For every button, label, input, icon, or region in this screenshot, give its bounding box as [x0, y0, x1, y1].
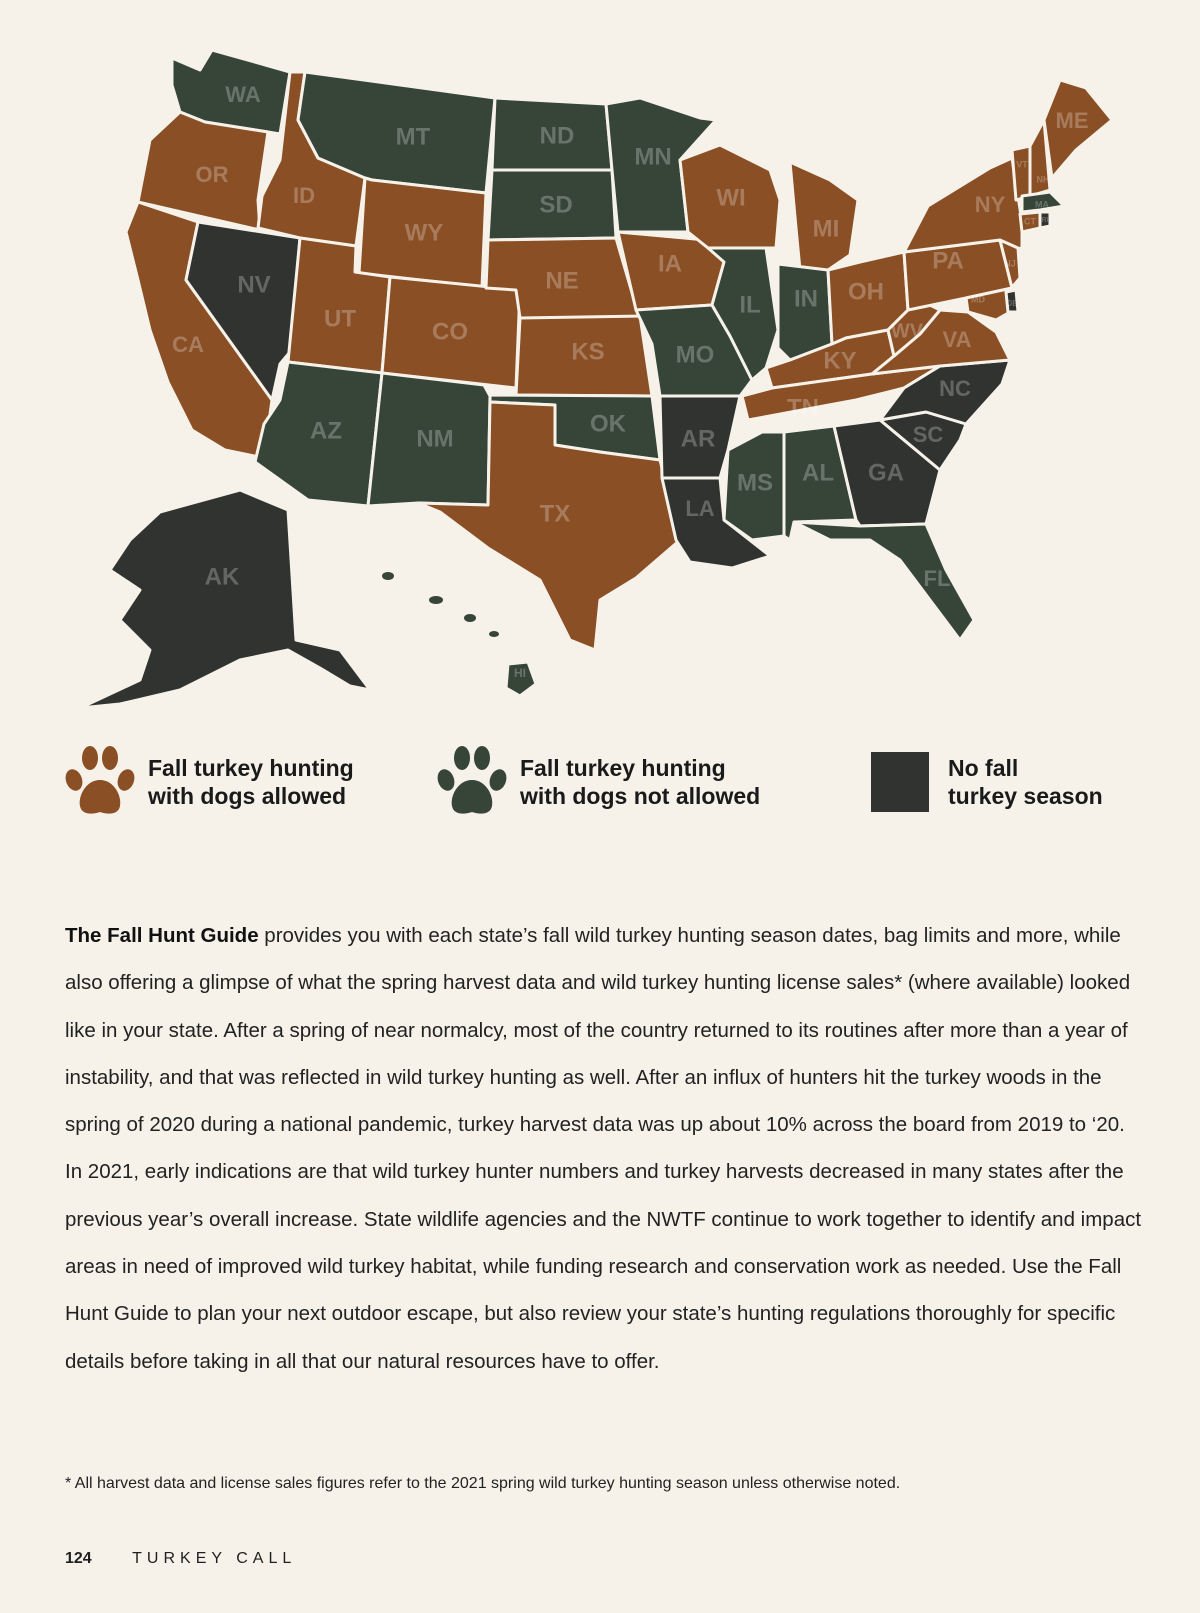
map-canvas [0, 0, 1200, 720]
island-shape [489, 631, 499, 637]
state-label-ny: NY [974, 191, 1006, 217]
state-label-ne: NE [545, 267, 579, 295]
state-label-wi: WI [716, 184, 746, 212]
state-label-va: VA [942, 326, 972, 352]
island-shape [429, 596, 443, 604]
state-label-hi: HI [514, 666, 526, 681]
legend-label: Fall turkey hunting with dogs not allowed [520, 755, 761, 809]
state-label-nd: ND [539, 122, 575, 150]
article-body [65, 912, 1145, 1385]
state-label-nm: NM [416, 425, 454, 453]
state-label-oh: OH [848, 278, 884, 306]
state-label-tn: TN [787, 394, 819, 422]
state-label-ut: UT [324, 305, 356, 333]
state-label-wy: WY [404, 219, 444, 247]
state-label-az: AZ [310, 417, 342, 445]
state-label-nj: NJ [1004, 258, 1016, 269]
state-label-ca: CA [172, 331, 204, 357]
state-label-mi: MI [812, 215, 840, 243]
state-label-il: IL [739, 291, 761, 319]
state-label-ks: KS [571, 338, 605, 366]
paw-print-shape [63, 746, 138, 814]
state-label-sc: SC [912, 421, 944, 447]
island-shape [464, 614, 476, 622]
state-label-ok: OK [590, 410, 626, 438]
legend-item-dogs-allowed [60, 742, 354, 822]
state-label-la: LA [685, 495, 715, 521]
island-shape [382, 572, 394, 580]
state-label-mn: MN [634, 143, 672, 171]
state-label-ct: CT [1024, 216, 1036, 227]
publication-name: TURKEY CALL [132, 1550, 297, 1567]
state-label-tx: TX [539, 500, 571, 528]
state-label-id: ID [293, 182, 315, 208]
legend-label: Fall turkey hunting with dogs allowed [148, 755, 354, 809]
state-label-fl: FL [923, 565, 951, 591]
state-label-nc: NC [939, 375, 971, 401]
state-label-nh: NH [1036, 174, 1050, 185]
state-label-de: DE [1006, 299, 1018, 309]
state-label-nv: NV [237, 271, 271, 299]
state-label-mo: MO [675, 341, 715, 369]
paw-print-icon [432, 742, 512, 822]
state-label-ri: RI [1041, 216, 1049, 224]
state-ak [80, 490, 370, 708]
state-label-ky: KY [823, 347, 857, 375]
state-label-md: MD [971, 294, 985, 305]
state-label-mt: MT [395, 123, 431, 151]
state-label-ia: IA [658, 250, 682, 278]
state-label-pa: PA [932, 247, 964, 275]
state-label-vt: VT [1016, 159, 1028, 170]
legend-item-no-season [860, 742, 1103, 822]
state-label-wa: WA [225, 81, 261, 107]
page-footer [65, 1550, 296, 1568]
paw-print-shape [435, 746, 510, 814]
footnote: * All harvest data and license sales figures refer to the 2021 spring wild turkey hunting season unless otherwise noted. [65, 1475, 901, 1492]
state-label-ak: AK [204, 563, 240, 591]
paw-print-icon [60, 742, 140, 822]
legend-label: No fall turkey season [948, 755, 1103, 809]
state-label-ms: MS [737, 469, 773, 497]
state-label-or: OR [195, 161, 229, 187]
state-label-co: CO [432, 318, 468, 346]
state-label-wv: WV [890, 320, 924, 343]
state-label-me: ME [1055, 107, 1089, 133]
square-swatch-icon [860, 742, 940, 822]
state-label-in: IN [794, 285, 818, 313]
article-lead: The Fall Hunt Guide [65, 924, 259, 947]
map-legend [60, 742, 1140, 832]
page-number: 124 [65, 1550, 92, 1567]
state-label-ar: AR [680, 425, 716, 453]
state-vt [1012, 146, 1030, 200]
article-text: provides you with each state’s fall wild turkey hunting season dates, bag limits and more, while also offering a glimpse of what the spring harvest data and wild turkey hunting license sales* (where available) looked like in your state. After a spring of near normalcy, most of the country returned to its routines after more than a year of instability, and that was reflected in wild turkey hunting as well. After an influx of hunters hit the turkey woods in the spring of 2020 during a national pandemic, turkey harvest data was up about 10% across the board from 2019 to ‘20. In 2021, early indications are that wild turkey hunter numbers and turkey harvests decreased in many states after the previous year’s overall increase. State wildlife agencies and the NWTF continue to work together to identify and impact areas in need of improved wild turkey habitat, while funding research and conservation work as needed. Use the Fall Hunt Guide to plan your next outdoor escape, but also review your state’s hunting regulations thoroughly for specific details before taking in all that our natural resources have to offer. [65, 924, 1142, 1373]
state-label-sd: SD [539, 191, 573, 219]
legend-item-dogs-not-allowed [432, 742, 760, 822]
us-fall-turkey-map [0, 0, 1200, 720]
state-label-al: AL [802, 459, 834, 487]
state-label-ma: MA [1035, 199, 1049, 210]
state-label-ga: GA [868, 459, 904, 487]
